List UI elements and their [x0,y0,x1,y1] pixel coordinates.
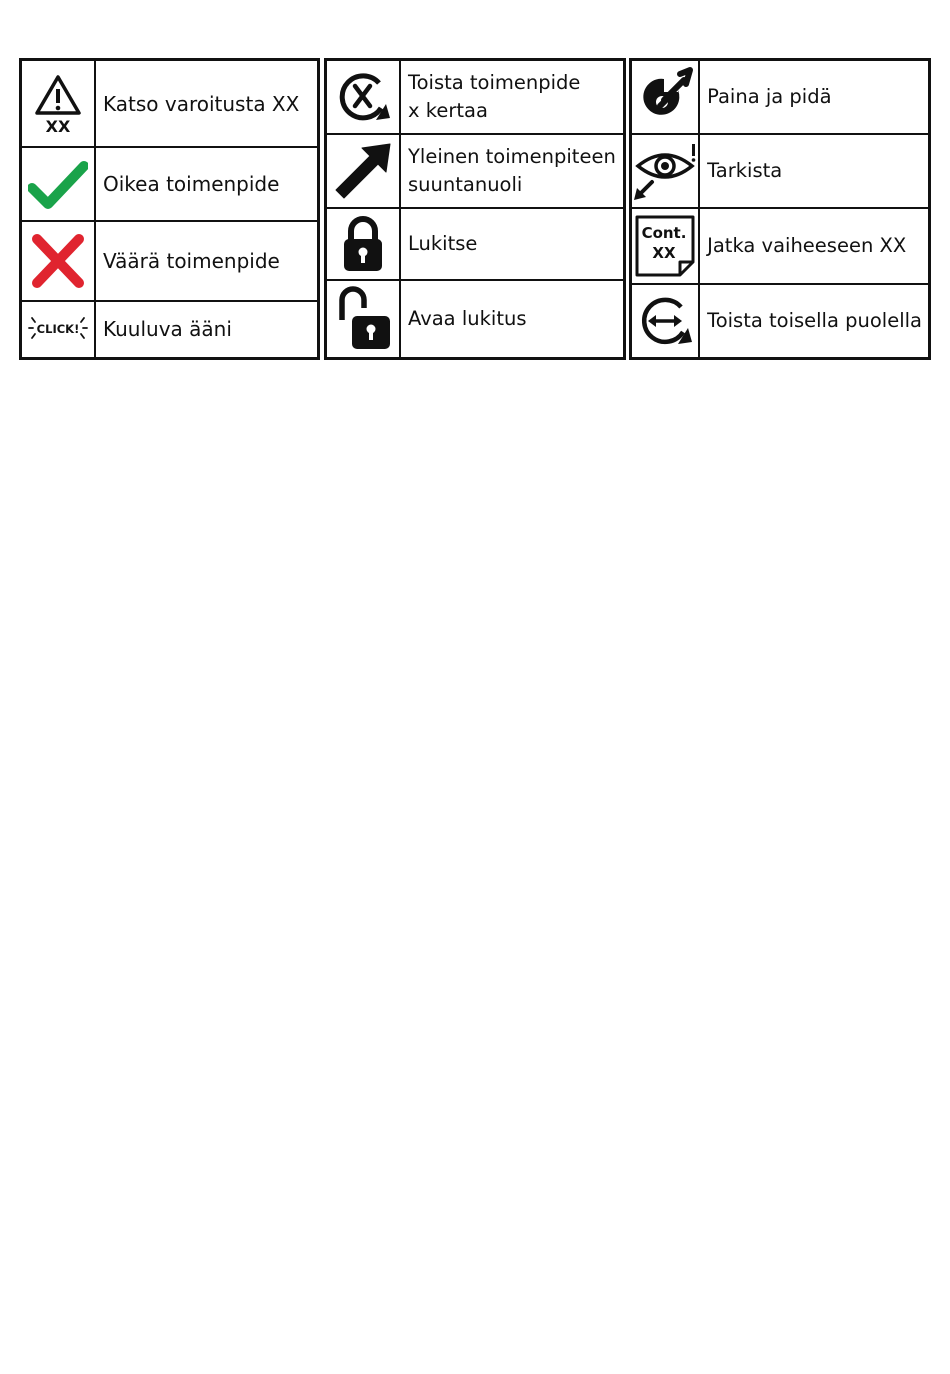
svg-text:Cont.: Cont. [641,224,687,242]
legend-row [632,134,928,208]
legend-label: Avaa lukitus [400,280,623,357]
legend-column-1 [19,58,320,360]
legend-row [327,61,623,134]
cross-icon [29,233,87,289]
check-icon [28,158,88,210]
legend-label: Lukitse [400,208,623,280]
legend-label: Yleinen toimenpiteen suuntanuoli [400,134,623,208]
repeat-other-side-icon [634,290,696,352]
svg-text:CLICK!: CLICK! [36,322,80,337]
legend-row [632,284,928,357]
legend-label: Kuuluva ääni [95,301,317,357]
inspect-eye-icon [632,140,698,202]
legend-row [22,301,317,357]
legend-row [632,208,928,284]
legend-column-2 [324,58,626,360]
direction-arrow-icon [332,140,394,202]
legend-label: Jatka vaiheeseen XX [699,208,928,284]
svg-text:XX: XX [652,244,676,262]
legend-column-3 [629,58,931,360]
legend-label: Toista toimenpide x kertaa [400,61,623,134]
legend-label: Toista toisella puolella [699,284,928,357]
legend-row [22,61,317,147]
svg-text:XX: XX [45,116,71,135]
legend-label: Väärä toimenpide [95,221,317,300]
legend-row [22,147,317,221]
legend-row [327,280,623,357]
legend-row [632,61,928,134]
legend-label: Katso varoitusta XX [95,61,317,147]
legend-row [327,208,623,280]
warning-icon [32,73,84,135]
legend-label: Tarkista [699,134,928,208]
unlock-icon [334,286,392,352]
continue-step-icon [634,214,696,278]
press-hold-icon [634,66,696,128]
legend-row [327,134,623,208]
legend-label: Paina ja pidä [699,61,928,134]
legend-row [22,221,317,300]
legend-label: Oikea toimenpide [95,147,317,221]
repeat-x-icon [332,66,394,128]
lock-icon [340,214,386,274]
click-sound-icon [26,309,90,349]
